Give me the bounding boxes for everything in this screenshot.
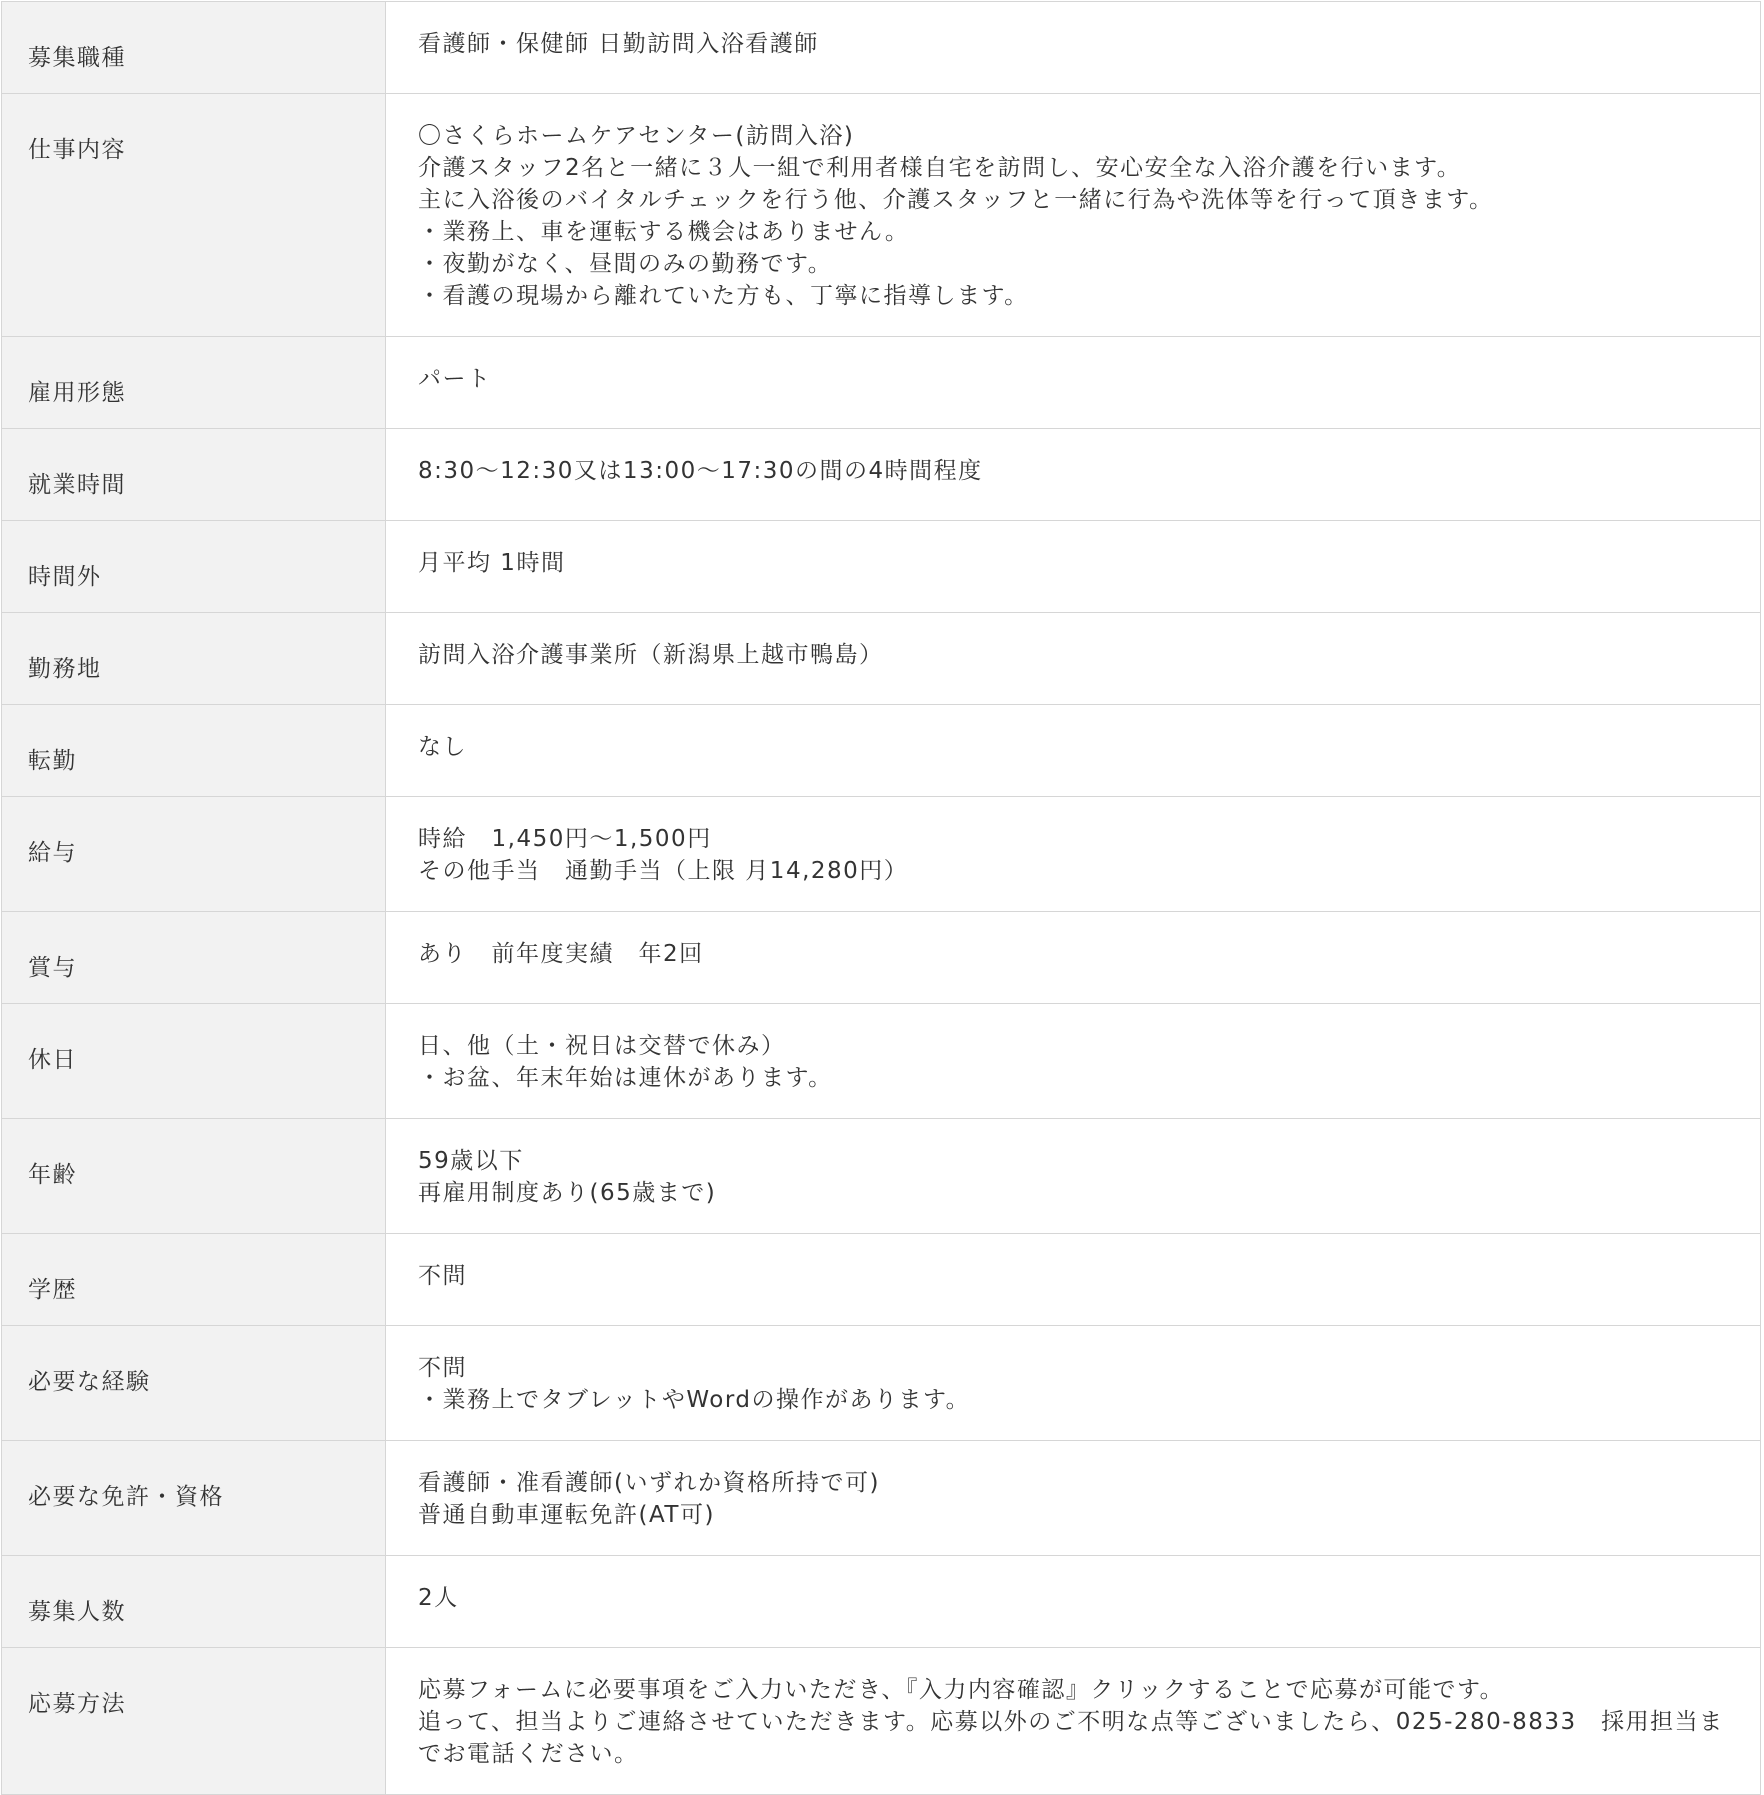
required-experience-value-line: 不問 <box>418 1355 467 1381</box>
salary-value-line: 時給 1,450円〜1,500円 <box>418 826 712 852</box>
row-how-to-apply <box>2 1648 1761 1795</box>
salary-label: 給与 <box>2 797 386 912</box>
transfer-value <box>386 705 1761 797</box>
how-to-apply-value-line: 応募フォームに必要事項をご入力いただき、『入力内容確認』クリックすることで応募が可能です。 <box>418 1677 1505 1703</box>
required-experience-value <box>386 1326 1761 1441</box>
salary-value-line: その他手当 通勤手当（上限 月14,280円） <box>418 858 909 884</box>
holidays-value-line: 日、他（土・祝日は交替で休み） <box>418 1033 786 1059</box>
job-details-table <box>1 1 1761 1795</box>
row-number-of-openings <box>2 1556 1761 1648</box>
job-title-value-line: 看護師・保健師 日勤訪問入浴看護師 <box>418 31 819 57</box>
row-salary <box>2 797 1761 912</box>
job-title-label: 募集職種 <box>2 2 386 94</box>
bonus-value <box>386 912 1761 1004</box>
holidays-value-line: ・お盆、年末年始は連休があります。 <box>418 1065 833 1091</box>
job-description-value-line: ・看護の現場から離れていた方も、丁寧に指導します。 <box>418 283 1029 309</box>
salary-value <box>386 797 1761 912</box>
row-employment-type <box>2 337 1761 429</box>
bonus-value-line: あり 前年度実績 年2回 <box>418 941 704 967</box>
row-work-location <box>2 613 1761 705</box>
transfer-label: 転勤 <box>2 705 386 797</box>
age-value-line: 再雇用制度あり(65歳まで) <box>418 1180 717 1206</box>
job-description-value-line: ・業務上、車を運転する機会はありません。 <box>418 219 910 245</box>
job-details-body <box>2 2 1761 1795</box>
working-hours-value <box>386 429 1761 521</box>
job-description-value-line: 介護スタッフ2名と一緒に３人一組で利用者様自宅を訪問し、安心安全な入浴介護を行います。 <box>418 155 1462 181</box>
employment-type-value-line: パート <box>418 366 492 392</box>
how-to-apply-value-line: 追って、担当よりご連絡させていただきます。応募以外のご不明な点等ございましたら、025-280-8833 採用担当までお電話ください。 <box>418 1709 1724 1767</box>
how-to-apply-value <box>386 1648 1761 1795</box>
row-bonus <box>2 912 1761 1004</box>
education-label: 学歴 <box>2 1234 386 1326</box>
holidays-value <box>386 1004 1761 1119</box>
job-description-value-line: 主に入浴後のバイタルチェックを行う他、介護スタッフと一緒に行為や洗体等を行って頂きます。 <box>418 187 1494 213</box>
overtime-value-line: 月平均 1時間 <box>418 550 566 576</box>
row-required-experience <box>2 1326 1761 1441</box>
how-to-apply-label: 応募方法 <box>2 1648 386 1795</box>
required-qualifications-value-line: 普通自動車運転免許(AT可) <box>418 1502 715 1528</box>
row-holidays <box>2 1004 1761 1119</box>
overtime-value <box>386 521 1761 613</box>
number-of-openings-label: 募集人数 <box>2 1556 386 1648</box>
row-job-description <box>2 94 1761 337</box>
working-hours-label: 就業時間 <box>2 429 386 521</box>
row-required-qualifications <box>2 1441 1761 1556</box>
work-location-value-line: 訪問入浴介護事業所（新潟県上越市鴨島） <box>418 642 884 668</box>
required-qualifications-value-line: 看護師・准看護師(いずれか資格所持で可) <box>418 1470 880 1496</box>
number-of-openings-value-line: 2人 <box>418 1585 459 1611</box>
holidays-label: 休日 <box>2 1004 386 1119</box>
row-overtime <box>2 521 1761 613</box>
education-value-line: 不問 <box>418 1263 467 1289</box>
employment-type-value <box>386 337 1761 429</box>
overtime-label: 時間外 <box>2 521 386 613</box>
job-description-value-line: ・夜勤がなく、昼間のみの勤務です。 <box>418 251 833 277</box>
work-location-value <box>386 613 1761 705</box>
job-description-label: 仕事内容 <box>2 94 386 337</box>
age-label: 年齢 <box>2 1119 386 1234</box>
work-location-label: 勤務地 <box>2 613 386 705</box>
job-description-value <box>386 94 1761 337</box>
transfer-value-line: なし <box>418 734 467 760</box>
job-title-value <box>386 2 1761 94</box>
education-value <box>386 1234 1761 1326</box>
age-value-line: 59歳以下 <box>418 1148 524 1174</box>
row-age <box>2 1119 1761 1234</box>
required-experience-label: 必要な経験 <box>2 1326 386 1441</box>
required-qualifications-label: 必要な免許・資格 <box>2 1441 386 1556</box>
bonus-label: 賞与 <box>2 912 386 1004</box>
age-value <box>386 1119 1761 1234</box>
row-transfer <box>2 705 1761 797</box>
required-qualifications-value <box>386 1441 1761 1556</box>
job-description-value-line: 〇さくらホームケアセンター(訪問入浴) <box>418 123 855 149</box>
employment-type-label: 雇用形態 <box>2 337 386 429</box>
number-of-openings-value <box>386 1556 1761 1648</box>
row-education <box>2 1234 1761 1326</box>
row-working-hours <box>2 429 1761 521</box>
row-job-title <box>2 2 1761 94</box>
working-hours-value-line: 8:30〜12:30又は13:00〜17:30の間の4時間程度 <box>418 458 983 484</box>
required-experience-value-line: ・業務上でタブレットやWordの操作があります。 <box>418 1387 971 1413</box>
